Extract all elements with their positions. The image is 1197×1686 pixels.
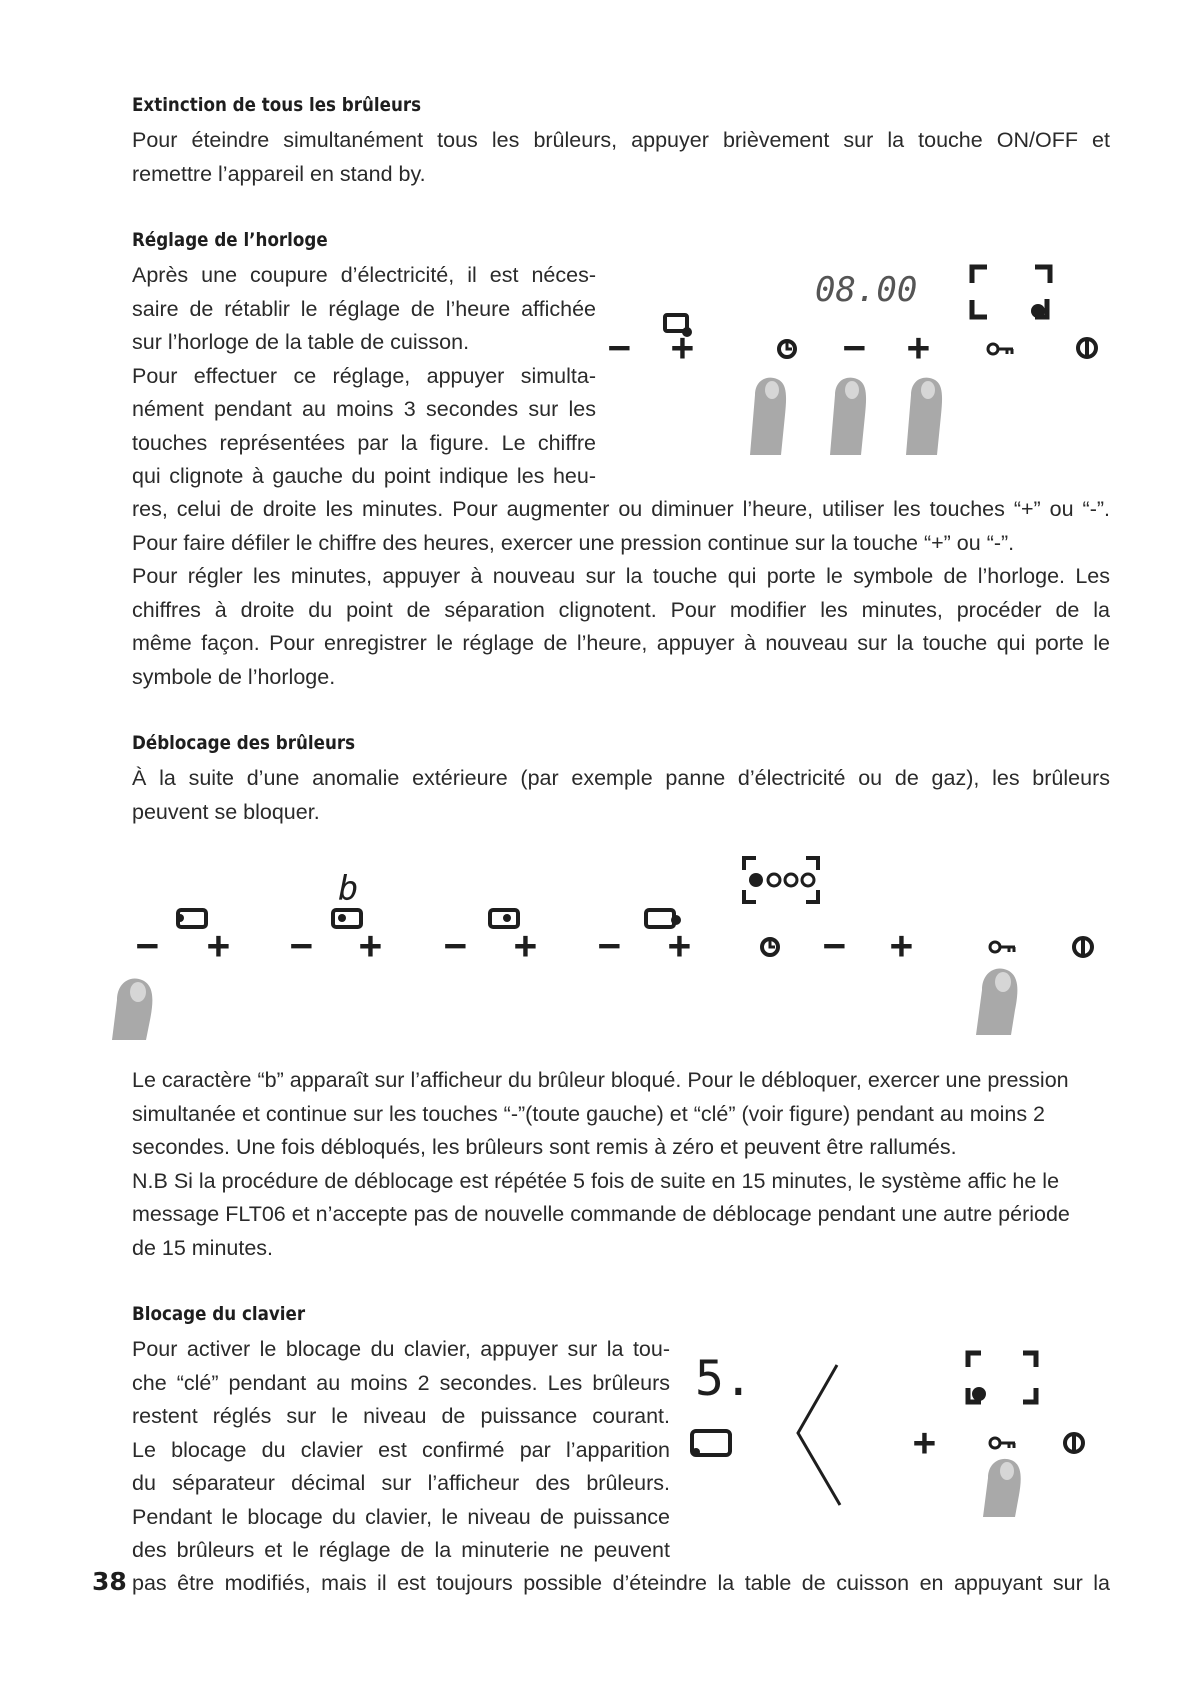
clock-setting-figure <box>608 255 1115 465</box>
paragraph-horloge-full <box>132 493 1110 694</box>
burner-selection-dots <box>749 873 814 887</box>
text-line: res, celui de droite les minutes. Pour augmenter ou diminuer l’heure, utiliser les touches “+” ou “-”. <box>132 497 1110 521</box>
text-line: même façon. Pour enregistrer le réglage de l’heure, appuyer à nouveau sur la touche qui porte le <box>132 631 1110 655</box>
power-icon[interactable] <box>1078 339 1096 357</box>
text-line: de 15 minutes. <box>132 1235 274 1260</box>
clock-icon[interactable] <box>779 341 795 357</box>
plus-key-3[interactable]: + <box>514 923 537 967</box>
plus-key[interactable]: + <box>671 325 694 369</box>
keyboard-lock-figure <box>685 1345 1095 1525</box>
plus-key-2[interactable]: + <box>359 923 382 967</box>
text-line: Pour régler les minutes, appuyer à nouveau sur la touche qui porte le symbole de l’horloge. Les <box>132 564 1110 588</box>
text-line: message FLT06 et n’accepte pas de nouvelle commande de déblocage pendant une autre période <box>132 1202 1070 1226</box>
finger-icon <box>976 969 1017 1035</box>
power-icon[interactable] <box>1065 1434 1083 1452</box>
text-line: che “clé” pendant au moins 2 secondes. Les brûleurs <box>132 1370 670 1395</box>
dot-icon <box>1031 304 1045 318</box>
clock-icon[interactable] <box>762 939 778 955</box>
text-line: touches représentées par la figure. Le chiffre <box>132 430 596 455</box>
key-icon[interactable] <box>990 1438 1015 1448</box>
minus-key-4[interactable]: − <box>598 923 621 967</box>
separator-zigzag <box>798 1365 840 1505</box>
text-line: nément pendant au moins 3 secondes sur les <box>132 397 596 421</box>
burner-display-b: b <box>338 869 359 909</box>
page-number: 38 <box>92 1567 127 1596</box>
text-line: Après une coupure d’électricité, il est néces- <box>132 263 596 287</box>
text-line: symbole de l’horloge. <box>132 664 336 689</box>
burner-display-5: 5. <box>695 1351 753 1407</box>
paragraph-deblocage <box>132 762 1110 829</box>
text-line: peuvent se bloquer. <box>132 799 320 824</box>
text-line: simultanée et continue sur les touches “-”(toute gauche) et “clé” (voir figure) pendant au moins 2 <box>132 1101 1046 1126</box>
text-line: Pour effectuer ce réglage, appuyer simulta- <box>132 363 596 388</box>
finger-icon <box>830 378 866 455</box>
power-icon[interactable] <box>1074 938 1092 956</box>
key-icon[interactable] <box>990 942 1015 952</box>
text-line: Le blocage du clavier est confirmé par l’apparition <box>132 1437 670 1462</box>
paragraph-extinction <box>132 124 1110 191</box>
burner-icon-1 <box>176 910 206 927</box>
burner-icon <box>692 1431 730 1456</box>
finger-icon <box>112 979 152 1040</box>
paragraph-clavier-left <box>132 1333 670 1568</box>
text-line: secondes. Une fois débloqués, les brûleurs sont remis à zéro et peuvent être rallumés. <box>132 1135 957 1159</box>
text-line: des brûleurs et le réglage de la minuterie ne peuvent <box>132 1538 670 1562</box>
text-line: Pour éteindre simultanément tous les brûleurs, appuyer brièvement sur la touche ON/OFF et <box>132 128 1110 152</box>
clock-display: 08.00 <box>815 270 918 310</box>
plus-key-4[interactable]: + <box>668 923 691 967</box>
minus-key[interactable]: − <box>608 325 631 369</box>
text-line: restent réglés sur le niveau de puissance courant. <box>132 1404 670 1428</box>
paragraph-horloge-left <box>132 259 596 494</box>
text-line: Pour activer le blocage du clavier, appuyer sur la tou- <box>132 1337 670 1361</box>
text-line: Pour faire défiler le chiffre des heures, exercer une pression continue sur la touche “+” ou “-”. <box>132 530 1015 555</box>
minus-key-5[interactable]: − <box>823 923 846 967</box>
text-line: N.B Si la procédure de déblocage est répétée 5 fois de suite en 15 minutes, le système affic he le <box>132 1168 1060 1193</box>
key-icon[interactable] <box>988 344 1013 354</box>
minus-key-1[interactable]: − <box>136 923 159 967</box>
plus-key-2[interactable]: + <box>907 325 930 369</box>
minus-key-2[interactable]: − <box>290 923 313 967</box>
text-line: Le caractère “b” apparaît sur l’afficheur du brûleur bloqué. Pour le débloquer, exercer une pression <box>132 1068 1069 1092</box>
section-heading-blocage-clavier: Blocage du clavier <box>132 1303 306 1325</box>
minus-key-2[interactable]: − <box>843 325 866 369</box>
text-line: saire de rétablir le réglage de l’heure affichée <box>132 296 596 321</box>
finger-icon <box>750 378 786 455</box>
finger-icon <box>983 1459 1021 1517</box>
text-line: Pendant le blocage du clavier, le niveau de puissance <box>132 1504 670 1529</box>
finger-icon <box>906 378 942 455</box>
text-line: À la suite d’une anomalie extérieure (par exemple panne d’électricité ou de gaz), les brûleurs <box>132 766 1110 790</box>
plus-key-1[interactable]: + <box>207 923 230 967</box>
section-heading-deblocage: Déblocage des brûleurs <box>132 732 356 754</box>
text-line: pas être modifiés, mais il est toujours possible d’éteindre la table de cuisson en appuyant sur la <box>132 1571 1110 1595</box>
text-line: sur l’horloge de la table de cuisson. <box>132 330 470 354</box>
section-heading-extinction: Extinction de tous les brûleurs <box>132 94 422 116</box>
plus-key[interactable]: + <box>913 1420 936 1464</box>
text-line: du séparateur décimal sur l’afficheur des brûleurs. <box>132 1471 670 1495</box>
minus-key-3[interactable]: − <box>444 923 467 967</box>
paragraph-clavier-full <box>132 1567 1110 1601</box>
paragraph-deblocage-explain <box>132 1064 1110 1265</box>
burner-unlock-figure <box>110 850 1110 1040</box>
burner-icon-2 <box>333 910 361 927</box>
text-line: chiffres à droite du point de séparation clignotent. Pour modifier les minutes, procéder de la <box>132 597 1110 622</box>
plus-key-5[interactable]: + <box>890 923 913 967</box>
section-heading-horloge: Réglage de l’horloge <box>132 229 328 251</box>
text-line: qui clignote à gauche du point indique les heu- <box>132 464 596 488</box>
dot-icon <box>972 1387 986 1401</box>
text-line: remettre l’appareil en stand by. <box>132 161 426 186</box>
